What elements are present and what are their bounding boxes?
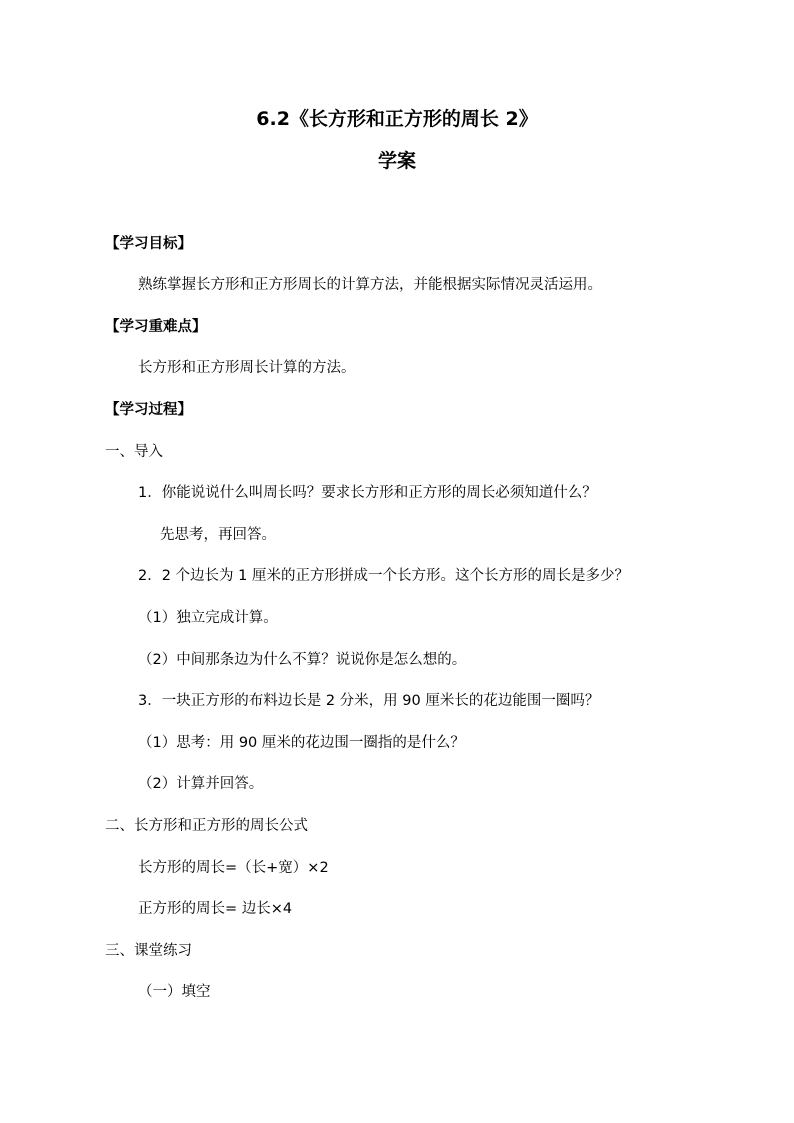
- question-2-item-2: （2）中间那条边为什么不算？说说你是怎么想的。: [138, 652, 467, 668]
- formula-square: 正方形的周长= 边长×4: [138, 901, 293, 917]
- keypoints-heading: 【学习重难点】: [105, 319, 207, 335]
- document-title: 6.2《长方形和正方形的周长 2》: [256, 108, 538, 130]
- part2-title: 二、长方形和正方形的周长公式: [105, 818, 308, 834]
- part1-title: 一、导入: [105, 444, 163, 460]
- formula-rectangle: 长方形的周长=（长+宽）×2: [138, 860, 329, 876]
- question-3-item-2: （2）计算并回答。: [138, 776, 264, 792]
- objective-heading: 【学习目标】: [105, 236, 192, 252]
- objective-text: 熟练掌握长方形和正方形周长的计算方法，并能根据实际情况灵活运用。: [138, 277, 602, 293]
- document-subtitle: 学案: [377, 150, 416, 172]
- exercise-1-title: （一）填空: [138, 984, 211, 1000]
- part3-title: 三、课堂练习: [105, 943, 192, 959]
- keypoints-text: 长方形和正方形周长计算的方法。: [138, 360, 356, 376]
- question-1-note: 先思考，再回答。: [160, 527, 276, 543]
- process-heading: 【学习过程】: [105, 402, 192, 418]
- question-1: 1．你能说说什么叫周长吗？要求长方形和正方形的周长必须知道什么？: [138, 485, 597, 501]
- question-2: 2．2 个边长为 1 厘米的正方形拼成一个长方形。这个长方形的周长是多少？: [138, 568, 630, 584]
- question-2-item-1: （1）独立完成计算。: [138, 610, 278, 626]
- question-3-item-1: （1）思考：用 90 厘米的花边围一圈指的是什么？: [138, 735, 465, 751]
- question-3: 3．一块正方形的布料边长是 2 分米，用 90 厘米长的花边能围一圈吗？: [138, 693, 600, 709]
